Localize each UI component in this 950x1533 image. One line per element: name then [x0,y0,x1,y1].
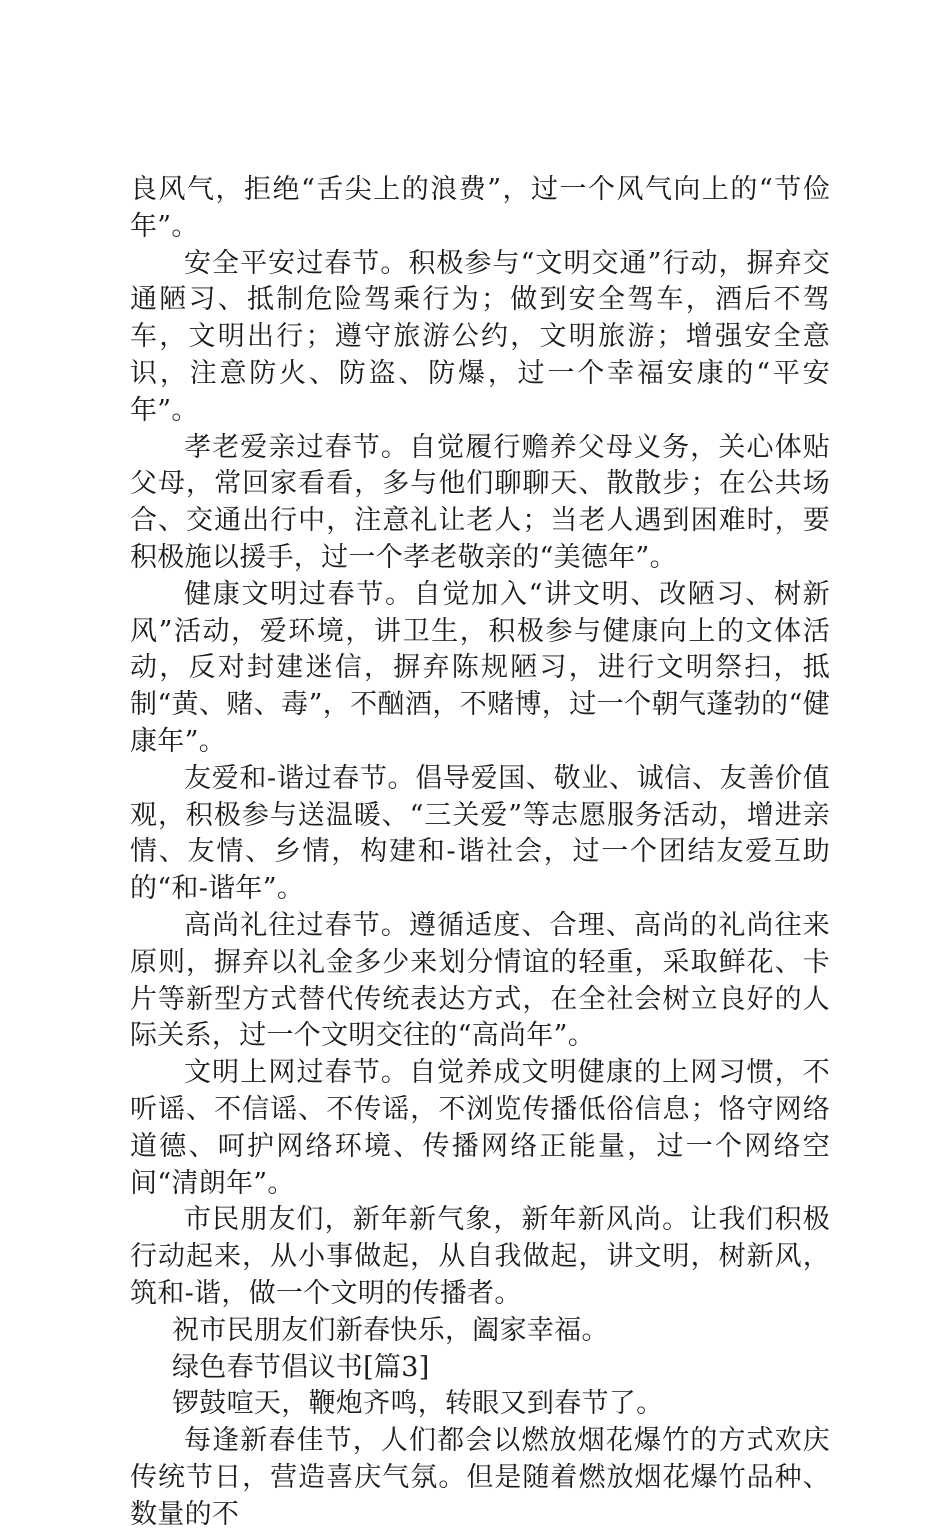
paragraph-drums: 锣鼓喧天，鞭炮齐鸣，转眼又到春节了。 [172,1388,664,1420]
paragraph-harmony: 友爱和-谐过春节。倡导爱国、敬业、诚信、友善价值观，积极参与送温暖、“三关爱”等志愿服务活动，增进亲情、友情、乡情，构建和-谐社会，过一个团结友爱互助的“和-谐年”。 [130,762,830,905]
paragraph-safety: 安全平安过春节。积极参与“文明交通”行动，摒弃交通陋习、抵制危险驾乘行为；做到安全驾车，酒后不驾车，文明出行；遵守旅游公约，文明旅游；增强安全意识，注意防火、防盗、防爆，过一个幸福安康的“平安年”。 [130,247,830,426]
paragraph-health: 健康文明过春节。自觉加入“讲文明、改陋习、树新风”活动，爱环境，讲卫生，积极参与健康向上的文体活动，反对封建迷信，摒弃陈规陋习，进行文明祭扫，抵制“黄、赌、毒”，不酗酒，不赌博，过一个朝气蓬勃的“健康年”。 [130,578,830,757]
paragraph-filial: 孝老爱亲过春节。自觉履行赡养父母义务，关心体贴父母，常回家看看，多与他们聊聊天、散散步；在公共场合、交通出行中，注意礼让老人；当老人遇到困难时，要积极施以援手，过一个孝老敬亲的“美德年”。 [130,431,830,573]
paragraph-wishes: 祝市民朋友们新春快乐，阖家幸福。 [172,1314,609,1346]
document-page [130,172,830,1533]
paragraph-frugal-year-end: 良风气，拒绝“舌尖上的浪费”，过一个风气向上的“节俭年”。 [130,174,830,242]
paragraph-citizens: 市民朋友们，新年新气象，新年新风尚。让我们积极行动起来，从小事做起，从自我做起，讲文明，树新风，筑和-谐，做一个文明的传播者。 [130,1204,830,1309]
paragraph-internet: 文明上网过春节。自觉养成文明健康的上网习惯，不听谣、不信谣、不传谣，不浏览传播低俗信息；恪守网络道德、呵护网络环境、传播网络正能量，过一个网络空间“清朗年”。 [130,1057,830,1199]
paragraph-courtesy: 高尚礼往过春节。遵循适度、合理、高尚的礼尚往来原则，摒弃以礼金多少来划分情谊的轻重，采取鲜花、卡片等新型方式替代传统表达方式，在全社会树立良好的人际关系，过一个文明交往的“高尚年”。 [130,909,830,1052]
section-heading: 绿色春节倡议书[篇3] [172,1351,430,1383]
paragraph-fireworks: 每逢新春佳节，人们都会以燃放烟花爆竹的方式欢庆传统节日，营造喜庆气氛。但是随着燃放烟花爆竹品种、数量的不 [130,1425,830,1530]
